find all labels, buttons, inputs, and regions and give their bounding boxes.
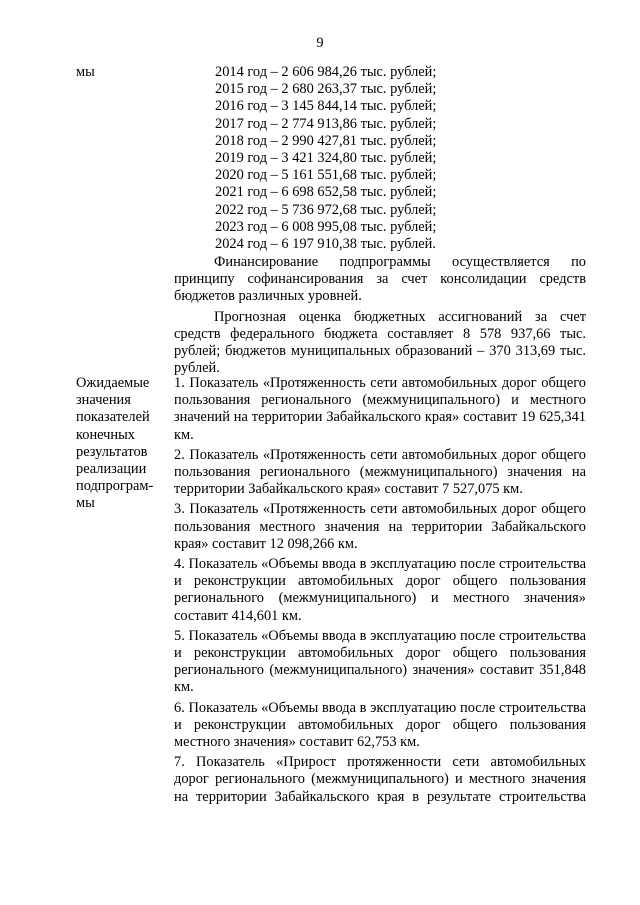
funding-year-line: 2020 год – 5 161 551,68 тыс. рублей; [215, 167, 437, 184]
indicator-item: 1. Показатель «Протяженность сети автомобильных дорог общего пользования регионального (межмуниципального) и местного значений на территории Забайкальского края» составит 19 625,341 км. [174, 375, 586, 443]
funding-year-line: 2024 год – 6 197 910,38 тыс. рублей. [215, 236, 436, 253]
funding-year-line: 2022 год – 5 736 972,68 тыс. рублей; [215, 201, 437, 218]
page-number: 9 [316, 35, 324, 51]
financing-paragraph: Финансирование подпрограммы осуществляется по принципу софинансирования за счет консолидации средств бюджетов различных уровней. [174, 254, 586, 305]
indicator-item: 3. Показатель «Протяженность сети автомобильных дорог общего пользования местного значения на территории Забайкальского края» составит 12 098,266 км. [174, 501, 586, 552]
left-column-expected-label [76, 375, 162, 513]
left-column-label-line: показателей [76, 409, 150, 426]
left-column-label-line: значения [76, 392, 131, 409]
funding-year-line: 2016 год – 3 145 844,14 тыс. рублей; [215, 98, 437, 115]
left-column-label-line: результатов [76, 443, 148, 460]
left-column-label-line: конечных [76, 426, 135, 443]
indicator-item: 5. Показатель «Объемы ввода в эксплуатацию после строительства и реконструкции автомобильных дорог общего пользования регионального (межмуниципального) значения» составит 351,848 км. [174, 627, 586, 696]
funding-year-line: 2019 год – 3 421 324,80 тыс. рублей; [215, 150, 437, 167]
indicator-item: 7. Показатель «Прирост протяженности сети автомобильных дорог регионального (межмуниципального) и местного значения на территории Забайкальского края в результате строительства [174, 754, 586, 805]
indicators-section [174, 375, 586, 806]
left-column-label-line: мы [76, 495, 95, 512]
forecast-paragraph: Прогнозная оценка бюджетных ассигнований за счет средств федерального бюджета составляет 8 578 937,66 тыс. рублей; бюджетов муниципальных образований – 370 313,69 тыс. рублей. [174, 308, 586, 377]
left-column-label-line: подпрограм- [76, 478, 154, 495]
funding-year-line: 2021 год – 6 698 652,58 тыс. рублей; [215, 184, 437, 201]
left-column-top-label [76, 64, 162, 81]
funding-year-line: 2015 год – 2 680 263,37 тыс. рублей; [215, 81, 437, 98]
funding-year-line: 2014 год – 2 606 984,26 тыс. рублей; [215, 64, 437, 80]
funding-by-year-list [215, 64, 436, 253]
left-column-label-line: мы [76, 64, 95, 80]
indicator-item: 4. Показатель «Объемы ввода в эксплуатацию после строительства и реконструкции автомобильных дорог общего пользования регионального (межмуниципального) и местного значения» составит 414,601 км. [174, 556, 586, 624]
indicator-item: 6. Показатель «Объемы ввода в эксплуатацию после строительства и реконструкции автомобильных дорог общего пользования местного значения» составит 62,753 км. [174, 699, 586, 751]
funding-year-line: 2017 год – 2 774 913,86 тыс. рублей; [215, 115, 437, 132]
funding-year-line: 2018 год – 2 990 427,81 тыс. рублей; [215, 132, 437, 149]
left-column-label-line: Ожидаемые [76, 375, 150, 391]
funding-year-line: 2023 год – 6 008 995,08 тыс. рублей; [215, 218, 437, 235]
left-column-label-line: реализации [76, 461, 147, 478]
financing-section [174, 254, 586, 377]
indicator-item: 2. Показатель «Протяженность сети автомобильных дорог общего пользования регионального (межмуниципального) значения на территории Забайкальского края» составит 7 527,075 км. [174, 446, 586, 498]
